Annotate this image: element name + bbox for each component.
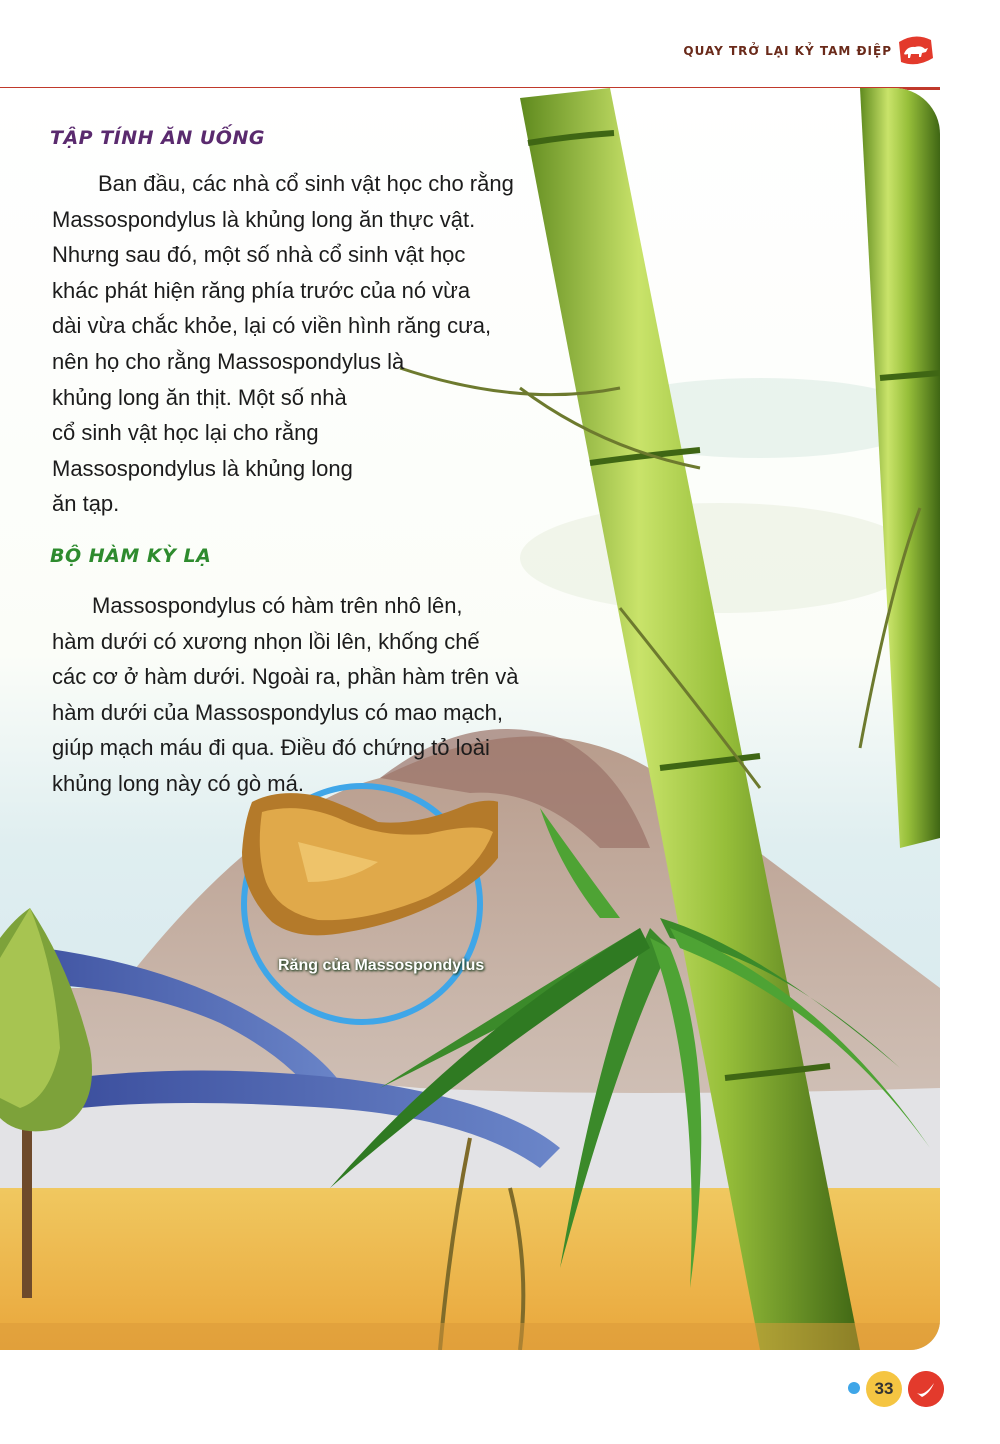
section-heading-jaw: BỘ HÀM KỲ LẠ — [50, 545, 212, 567]
paragraph-line: khác phát hiện răng phía trước của nó vừa — [52, 277, 471, 303]
paragraph-line: ăn tạp. — [52, 491, 120, 517]
paragraph-line: khủng long này có gò má. — [52, 770, 304, 796]
page-dot — [848, 1382, 860, 1394]
paragraph-line: dài vừa chắc khỏe, lại có viền hình răng cưa, — [52, 313, 492, 339]
bird-logo-icon — [908, 1371, 944, 1407]
paragraph-line: khủng long ăn thịt. Một số nhà — [52, 384, 347, 410]
feeding-paragraph — [52, 166, 514, 522]
paragraph-line: Massospondylus là khủng long ăn thực vật. — [52, 206, 476, 232]
section-heading-feeding: TẬP TÍNH ĂN UỐNG — [50, 127, 265, 149]
paragraph-line: nên họ cho rằng Massospondylus là — [52, 348, 405, 374]
paragraph-line: Massospondylus có hàm trên nhô lên, — [92, 593, 463, 618]
paragraph-line: Ban đầu, các nhà cổ sinh vật học cho rằng — [98, 171, 514, 196]
tooth-caption: Răng của Massospondylus — [278, 957, 485, 974]
paragraph-line: Massospondylus là khủng long — [52, 455, 353, 481]
paragraph-line: hàm dưới của Massospondylus có mao mạch, — [52, 699, 504, 725]
paragraph-line: các cơ ở hàm dưới. Ngoài ra, phần hàm trên và — [52, 664, 519, 690]
paragraph-line: cổ sinh vật học lại cho rằng — [52, 420, 319, 446]
paragraph-line: giúp mạch máu đi qua. Điều đó chứng tỏ loài — [52, 735, 490, 761]
chapter-title: QUAY TRỞ LẠI KỶ TAM ĐIỆP — [683, 44, 892, 58]
paragraph-line: Nhưng sau đó, một số nhà cổ sinh vật học — [52, 242, 466, 268]
page-number: 33 — [866, 1371, 902, 1407]
paragraph-line: hàm dưới có xương nhọn lồi lên, khống chế — [52, 628, 480, 654]
jaw-paragraph — [52, 588, 518, 802]
